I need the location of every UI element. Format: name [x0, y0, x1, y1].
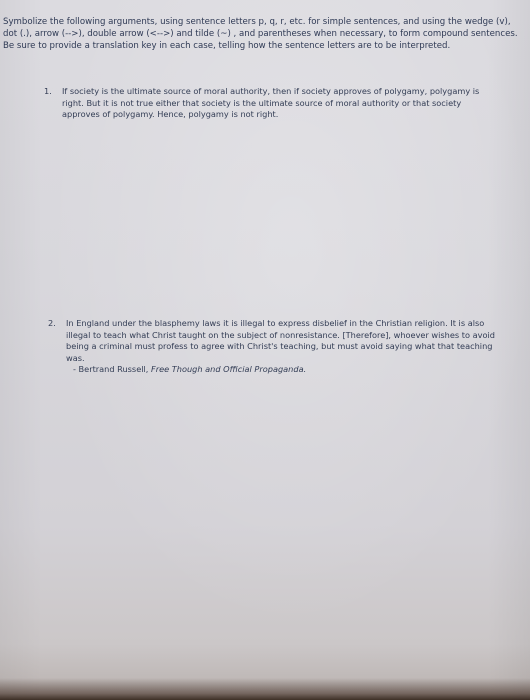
page-bottom-shadow: [0, 678, 530, 700]
attribution-title: Free Though and Official Propaganda.: [151, 364, 307, 375]
problem-text: In England under the blasphemy laws it is illegal to express disbelief in the Christian religion. It is also illegal to teach what Christ taught on the subject of nonresistance. [Therefore], whoever wishes to avoid being a criminal must profess to agree with Christ's teaching, but must avoid saying what that teaching was.: [66, 318, 495, 363]
quote-attribution: [66, 364, 498, 376]
attribution-author: - Bertrand Russell,: [73, 364, 151, 375]
problem-number: 2.: [48, 318, 56, 328]
instructions-paragraph: Symbolize the following arguments, using sentence letters p, q, r, etc. for simple sentences, and using the wedge (v), dot (.), arrow (-->), double arrow (<-->) and tilde (~) , and parentheses when necessary, to form compound sentences. Be sure to provide a translation key in each case, telling how the sentence letters are to be interpreted.: [3, 17, 518, 52]
problem-number: 1.: [44, 86, 52, 96]
problem-text: If society is the ultimate source of moral authority, then if society approves of polygamy, polygamy is right. But it is not true either that society is the ultimate source of moral authority or that society approves of polygamy. Hence, polygamy is not right.: [62, 86, 480, 120]
problem-item: [48, 318, 498, 376]
problem-body: [66, 318, 498, 376]
problem-item: [44, 86, 490, 121]
